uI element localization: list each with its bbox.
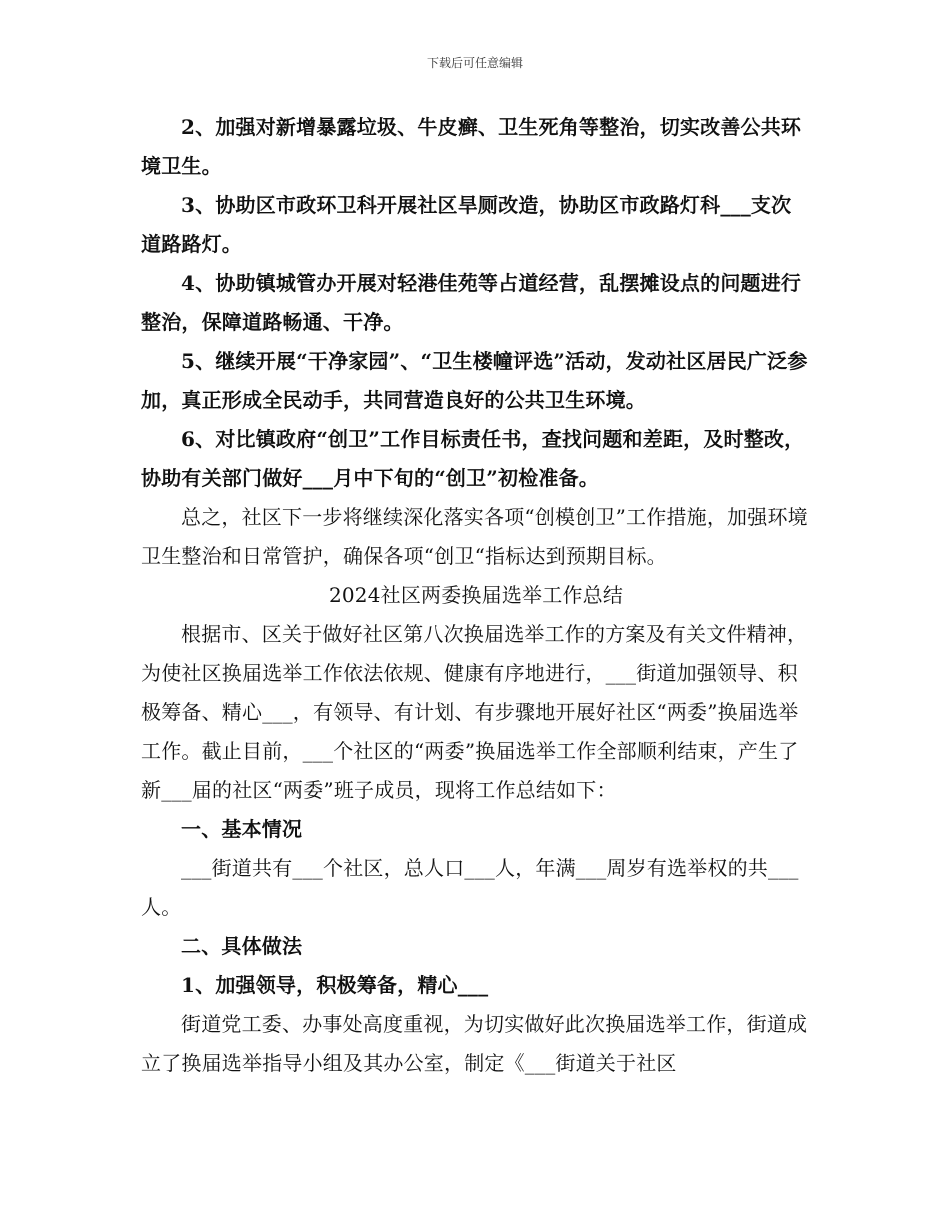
paragraph-leadership: 街道党工委、办事处高度重视，为切实做好此次换届选举工作，街道成立了换届选举指导小组及其办公室，制定《___街道关于社区 [141, 1012, 808, 1075]
page-header: 下载后可任意编辑 [426, 56, 523, 70]
paragraph-item-2: 2、加强对新增暴露垃圾、牛皮癣、卫生死角等整治，切实改善公共环境卫生。 [141, 115, 802, 178]
paragraph-item-6: 6、对比镇政府“创卫”工作目标责任书，查找问题和差距，及时整改，协助有关部门做好___月中下旬的“创卫”初检准备。 [141, 427, 805, 490]
section-title: 2024社区两委换届选举工作总结 [328, 583, 624, 607]
paragraph-conclusion: 总之，社区下一步将继续深化落实各项“创模创卫”工作措施，加强环境卫生整治和日常管护，确保各项“创卫“指标达到预期目标。 [141, 505, 808, 568]
subheading-leadership: 1、加强领导，积极筹备，精心___ [181, 973, 489, 997]
paragraph-item-4: 4、协助镇城管办开展对轻港佳苑等占道经营，乱摆摊设点的问题进行整治，保障道路畅通、干净。 [141, 271, 802, 334]
heading-basic-situation: 一、基本情况 [181, 817, 303, 841]
heading-specific-methods: 二、具体做法 [181, 934, 303, 958]
paragraph-basic-situation: ___街道共有___个社区，总人口___人，年满___周岁有选举权的共___人。 [141, 856, 799, 919]
document-body [141, 108, 811, 1083]
paragraph-intro: 根据市、区关于做好社区第八次换届选举工作的方案及有关文件精神，为使社区换届选举工作依法依规、健康有序地进行，___街道加强领导、积极筹备、精心___，有领导、有计划、有步骤地开展好社区“两委”换届选举工作。截止目前，___个社区的“两委”换届选举工作全部顺利结束，产生了新___届的社区“两委”班子成员，现将工作总结如下： [141, 622, 808, 802]
paragraph-item-3: 3、协助区市政环卫科开展社区旱厕改造，协助区市政路灯科___支次道路路灯。 [141, 193, 792, 256]
paragraph-item-5: 5、继续开展“干净家园”、“卫生楼幢评选”活动，发动社区居民广泛参加，真正形成全民动手，共同营造良好的公共卫生环境。 [141, 349, 808, 412]
